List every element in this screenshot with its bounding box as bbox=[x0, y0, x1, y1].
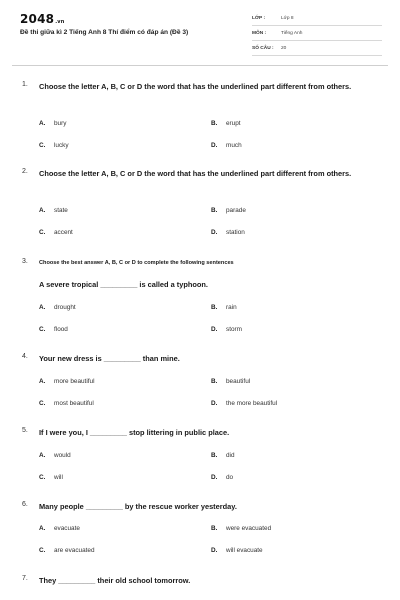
option-letter: B. bbox=[211, 304, 218, 311]
question-text: If I were you, I _________ stop littering in public place. bbox=[39, 428, 230, 437]
option-letter: C. bbox=[39, 474, 46, 481]
option-text: beautiful bbox=[226, 378, 251, 385]
meta-subject-key: MÔN : bbox=[252, 30, 267, 36]
question-text: They _________ their old school tomorrow. bbox=[39, 576, 191, 585]
option-b[interactable] bbox=[211, 452, 235, 459]
option-text: storm bbox=[226, 326, 242, 333]
question-number: 2. bbox=[22, 168, 28, 175]
option-text: the more beautiful bbox=[226, 400, 278, 407]
exam-meta bbox=[252, 11, 382, 56]
option-letter: C. bbox=[39, 400, 46, 407]
option-letter: C. bbox=[39, 142, 46, 149]
option-letter: D. bbox=[211, 229, 218, 236]
option-d[interactable] bbox=[211, 474, 233, 481]
option-a[interactable] bbox=[39, 207, 68, 214]
option-letter: B. bbox=[211, 378, 218, 385]
meta-class bbox=[252, 11, 382, 26]
option-c[interactable] bbox=[39, 474, 63, 481]
option-letter: D. bbox=[211, 326, 218, 333]
option-b[interactable] bbox=[211, 525, 271, 532]
logo-suffix: .vn bbox=[55, 19, 65, 25]
option-letter: A. bbox=[39, 120, 46, 127]
option-a[interactable] bbox=[39, 120, 66, 127]
option-text: accent bbox=[54, 229, 73, 236]
question-number: 1. bbox=[22, 81, 28, 88]
site-logo[interactable] bbox=[20, 12, 65, 26]
option-text: evacuate bbox=[54, 525, 80, 532]
option-text: station bbox=[226, 229, 245, 236]
question-text: Your new dress is _________ than mine. bbox=[39, 354, 180, 363]
meta-count bbox=[252, 41, 382, 56]
question-number: 7. bbox=[22, 575, 28, 582]
option-letter: D. bbox=[211, 400, 218, 407]
option-letter: B. bbox=[211, 452, 218, 459]
question-number: 4. bbox=[22, 353, 28, 360]
option-letter: A. bbox=[39, 304, 46, 311]
option-letter: A. bbox=[39, 452, 46, 459]
option-letter: C. bbox=[39, 326, 46, 333]
option-letter: D. bbox=[211, 547, 218, 554]
question-text: Many people _________ by the rescue worker yesterday. bbox=[39, 502, 237, 511]
option-text: do bbox=[226, 474, 234, 481]
question-text: Choose the letter A, B, C or D the word that has the underlined part different from others. bbox=[39, 82, 352, 91]
option-text: will bbox=[54, 474, 63, 481]
meta-count-key: SỐ CÂU : bbox=[252, 45, 274, 51]
option-text: lucky bbox=[54, 142, 69, 149]
option-letter: B. bbox=[211, 120, 218, 127]
option-text: erupt bbox=[226, 120, 241, 127]
option-c[interactable] bbox=[39, 400, 94, 407]
option-text: state bbox=[54, 207, 68, 214]
option-text: were evacuated bbox=[226, 525, 272, 532]
option-text: are evacuated bbox=[54, 547, 95, 554]
option-text: drought bbox=[54, 304, 76, 311]
question-text: Choose the letter A, B, C or D the word that has the underlined part different from others. bbox=[39, 169, 352, 178]
exam-title: Đề thi giữa kì 2 Tiếng Anh 8 Thí điểm có đáp án (Đề 3) bbox=[20, 29, 189, 36]
option-b[interactable] bbox=[211, 120, 241, 127]
option-b[interactable] bbox=[211, 378, 250, 385]
option-text: most beautiful bbox=[54, 400, 94, 407]
header-divider bbox=[12, 65, 388, 66]
option-text: rain bbox=[226, 304, 237, 311]
option-text: flood bbox=[54, 326, 68, 333]
question-number: 6. bbox=[22, 501, 28, 508]
option-letter: A. bbox=[39, 378, 46, 385]
meta-subject bbox=[252, 26, 382, 41]
meta-class-value: Lớp 8 bbox=[281, 15, 294, 21]
page-header bbox=[0, 0, 400, 66]
meta-class-key: LỚP : bbox=[252, 15, 266, 21]
option-d[interactable] bbox=[211, 142, 242, 149]
option-d[interactable] bbox=[211, 326, 242, 333]
logo-text: 2048 bbox=[20, 12, 55, 26]
question-number: 5. bbox=[22, 427, 28, 434]
meta-subject-value: Tiếng Anh bbox=[281, 30, 303, 36]
option-a[interactable] bbox=[39, 378, 95, 385]
option-a[interactable] bbox=[39, 452, 71, 459]
option-letter: B. bbox=[211, 207, 218, 214]
option-letter: C. bbox=[39, 547, 46, 554]
option-c[interactable] bbox=[39, 547, 95, 554]
option-d[interactable] bbox=[211, 229, 245, 236]
option-c[interactable] bbox=[39, 142, 69, 149]
question-text: A severe tropical _________ is called a typhoon. bbox=[39, 280, 208, 289]
option-text: would bbox=[54, 452, 71, 459]
option-letter: A. bbox=[39, 525, 46, 532]
option-letter: B. bbox=[211, 525, 218, 532]
option-text: bury bbox=[54, 120, 67, 127]
option-letter: D. bbox=[211, 474, 218, 481]
meta-count-value: 20 bbox=[281, 45, 287, 51]
question-instruction: Choose the best answer A, B, C or D to complete the following sentences bbox=[39, 260, 234, 266]
option-text: more beautiful bbox=[54, 378, 95, 385]
option-d[interactable] bbox=[211, 547, 263, 554]
option-c[interactable] bbox=[39, 326, 68, 333]
option-text: parade bbox=[226, 207, 246, 214]
option-text: will evacuate bbox=[226, 547, 263, 554]
option-b[interactable] bbox=[211, 304, 237, 311]
question-number: 3. bbox=[22, 258, 28, 265]
option-letter: C. bbox=[39, 229, 46, 236]
option-c[interactable] bbox=[39, 229, 73, 236]
option-text: did bbox=[226, 452, 235, 459]
option-d[interactable] bbox=[211, 400, 277, 407]
option-a[interactable] bbox=[39, 304, 76, 311]
option-text: much bbox=[226, 142, 242, 149]
option-b[interactable] bbox=[211, 207, 246, 214]
option-letter: A. bbox=[39, 207, 46, 214]
option-a[interactable] bbox=[39, 525, 80, 532]
option-letter: D. bbox=[211, 142, 218, 149]
